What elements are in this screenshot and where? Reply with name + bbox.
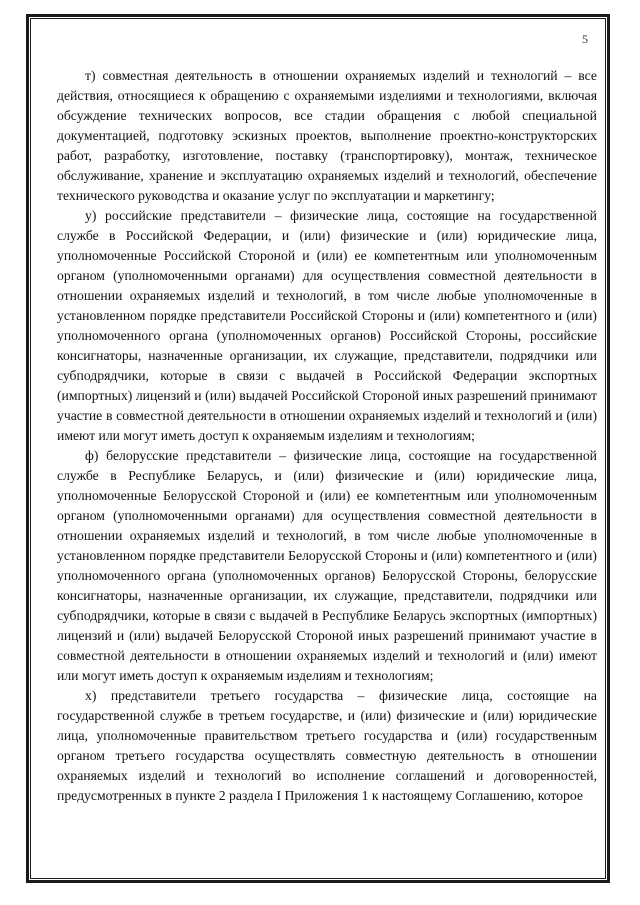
document-body bbox=[57, 66, 597, 806]
paragraph-u: у) российские представители – физические лица, состоящие на государственной службе в Российской Федерации, и (или) физические и (или) юридические лица, уполномоченные Российской Стороной и (или) ее компетентным или уполномоченным органом (уполномоченными органами) для осуществления совместной деятельности в отношении охраняемых изделий и технологий, в том числе любые уполномоченные в установленном порядке представители Российской Стороны и (или) компетентного и (или) уполномоченного органа (уполномоченных органов) Российской Стороны, российские консигнаторы, назначенные организации, их служащие, представители, подрядчики или субподрядчики, которые в связи с выдачей в Российской Федерации экспортных (импортных) лицензий и (или) выдачей Российской Стороной иных разрешений принимают участие в совместной деятельности в отношении охраняемых изделий и технологий и (или) имеют или могут иметь доступ к охраняемым изделиям и технологиям; bbox=[57, 208, 597, 443]
paragraph-kh: х) представители третьего государства – физические лица, состоящие на государственной службе в третьем государстве, и (или) физические и (или) юридические лица, уполномоченные правительством третьего государства и (или) государственным органом третьего государства осуществлять совместную деятельность в отношении охраняемых изделий и технологий во исполнение соглашений и договоренностей, предусмотренных в пункте 2 раздела I Приложения 1 к настоящему Соглашению, которое bbox=[57, 688, 597, 803]
paragraph-f: ф) белорусские представители – физические лица, состоящие на государственной службе в Республике Беларусь, и (или) физические и (или) юридические лица, уполномоченные Белорусской Стороной и (или) ее компетентным или уполномоченным органом (уполномоченными органами) для осуществления совместной деятельности в отношении охраняемых изделий и технологий, в том числе любые уполномоченные в установленном порядке представители Белорусской Стороны и (или) компетентного и (или) уполномоченного органа (уполномоченных органов) Белорусской Стороны, белорусские консигнаторы, назначенные организации, их служащие, представители, подрядчики или субподрядчики, которые в связи с выдачей в Республике Беларусь экспортных (импортных) лицензий и (или) выдачей Белорусской Стороной иных разрешений принимают участие в совместной деятельности в отношении охраняемых изделий и технологий и (или) имеют или могут иметь доступ к охраняемым изделиям и технологиям; bbox=[57, 448, 597, 683]
page-number: 5 bbox=[582, 32, 588, 46]
paragraph-t: т) совместная деятельность в отношении охраняемых изделий и технологий – все действия, относящиеся к обращению с охраняемыми изделиями и технологиями, включая обсуждение технических вопросов, все стадии обращения с любой специальной документацией, подготовку эскизных проектов, выполнение проектно-конструкторских работ, разработку, изготовление, поставку (транспортировку), монтаж, техническое обслуживание, хранение и эксплуатацию охраняемых изделий и технологий, обеспечение технического руководства и оказание услуг по эксплуатации и маркетингу; bbox=[57, 68, 597, 203]
